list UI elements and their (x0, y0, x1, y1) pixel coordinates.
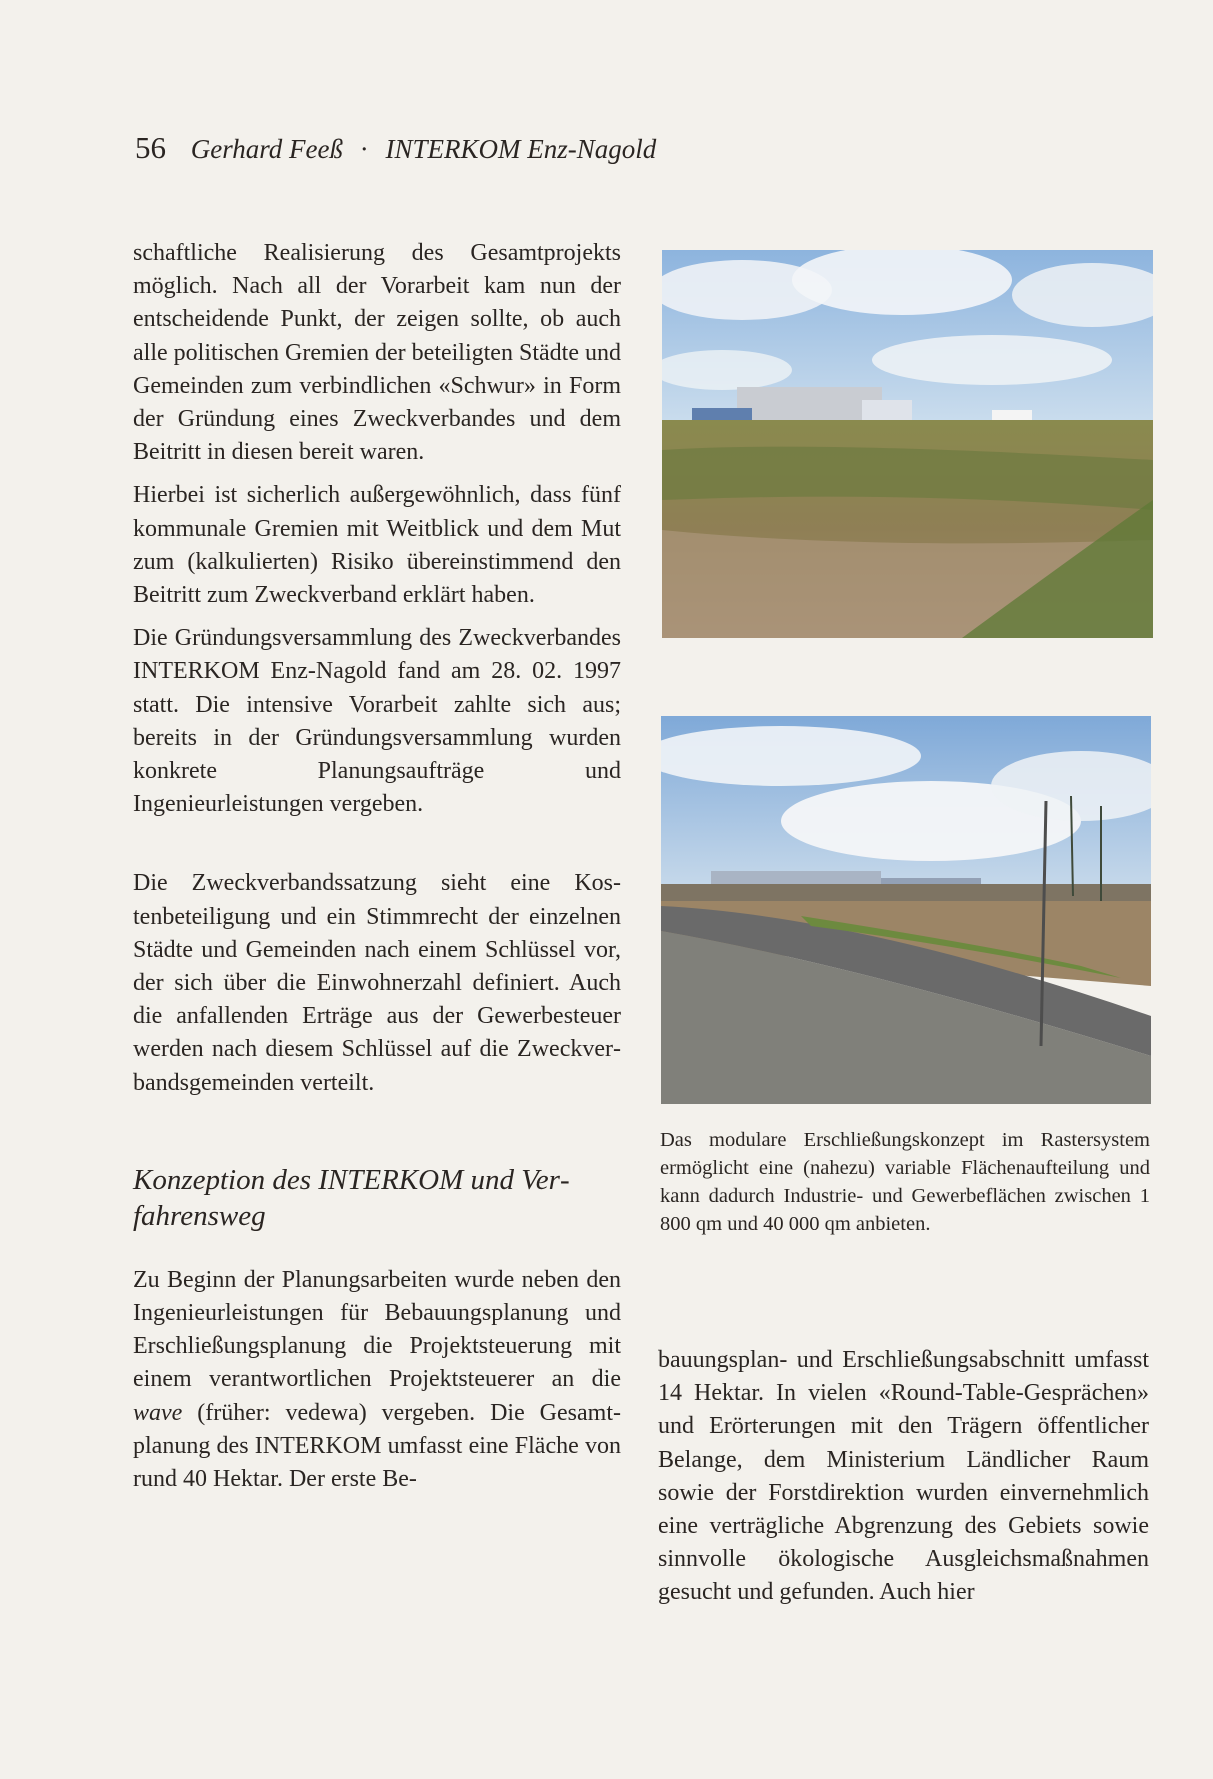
paragraph-text: (früher: vedewa) vergeben. Die Gesamtplanung des INTERKOM umfasst eine Fläche von rund 40 Hektar. Der erste Be- (133, 1399, 621, 1493)
body-paragraph: schaftliche Realisierung des Gesamtprojekts möglich. Nach all der Vorarbeit kam nun der entscheidende Punkt, der zeigen sollte, ob auch alle politischen Gremien der beteiligten Städte und Gemeinden zum verbindlichen «Schwur» in Form der Gründung eines Zweckverbandes und dem Beitritt in diesen bereit waren. (133, 240, 621, 466)
left-column (133, 237, 621, 1496)
body-paragraph: Die Zweckverbandssatzung sieht eine Kostenbeteiligung und ein Stimmrecht der einzelnen Städte und Gemeinden nach einem Schlüssel vor, der sich über die Einwohnerzahl definiert. Auch die anfallenden Erträge aus der Gewerbesteuer werden nach diesem Schlüssel auf die Zweckverbandsgemeinden verteilt. (133, 870, 621, 1096)
right-column (658, 1344, 1149, 1610)
header-title: INTERKOM Enz-Nagold (385, 134, 657, 164)
page-number: 56 (135, 130, 166, 165)
figure-caption: Das modulare Erschließungskonzept im Rastersystem ermöglicht eine (nahezu) variable Flächenaufteilung und kann dadurch Industrie- und Gewerbeflächen zwischen 1 800 qm und 40 000 qm anbieten. (660, 1129, 1150, 1235)
body-paragraph (133, 1264, 621, 1496)
paragraph-text: Zu Beginn der Planungsarbeiten wurde neben den Ingenieurleistungen für Bebauungsplanung und Erschließungsplanung die Projektsteuerung mit einem verantwortlichen Projektsteuerer an die (133, 1266, 621, 1393)
section-heading: Konzeption des INTERKOM und Verfahrensweg (133, 1163, 570, 1232)
photo-road-development (661, 716, 1151, 1104)
paragraph-italic: wave (133, 1399, 183, 1426)
header-separator: · (359, 134, 369, 164)
body-paragraph: bauungsplan- und Erschließungsabschnitt umfasst 14 Hektar. In vielen «Round-Table-Gesprächen» und Erörterungen mit den Trägern öffentlicher Belange, dem Ministerium Ländlicher Raum sowie der Forstdirektion wurden einvernehmlich eine verträgliche Abgrenzung des Gebiets sowie sinnvolle ökologische Ausgleichsmaßnahmen gesucht und gefunden. Auch hier (658, 1347, 1149, 1606)
photo-industrial-site (662, 250, 1153, 638)
photo-landscape-field (662, 250, 1153, 638)
photo-access-road (661, 716, 1151, 1104)
body-paragraph: Die Gründungsversammlung des Zweckverbandes INTERKOM Enz-Nagold fand am 28. 02. 1997 statt. Die intensive Vorarbeit zahlte sich aus; bereits in der Gründungsversammlung wurden konkrete Planungsaufträge und Ingenieurleistungen vergeben. (133, 625, 621, 818)
body-paragraph: Hierbei ist sicherlich außergewöhnlich, dass fünf kommunale Gremien mit Weitblick und dem Mut zum (kalkulierten) Risiko übereinstimmend den Beitritt zum Zweckverband erklärt haben. (133, 482, 621, 609)
header-author: Gerhard Feeß (190, 134, 343, 164)
running-head (135, 128, 656, 169)
